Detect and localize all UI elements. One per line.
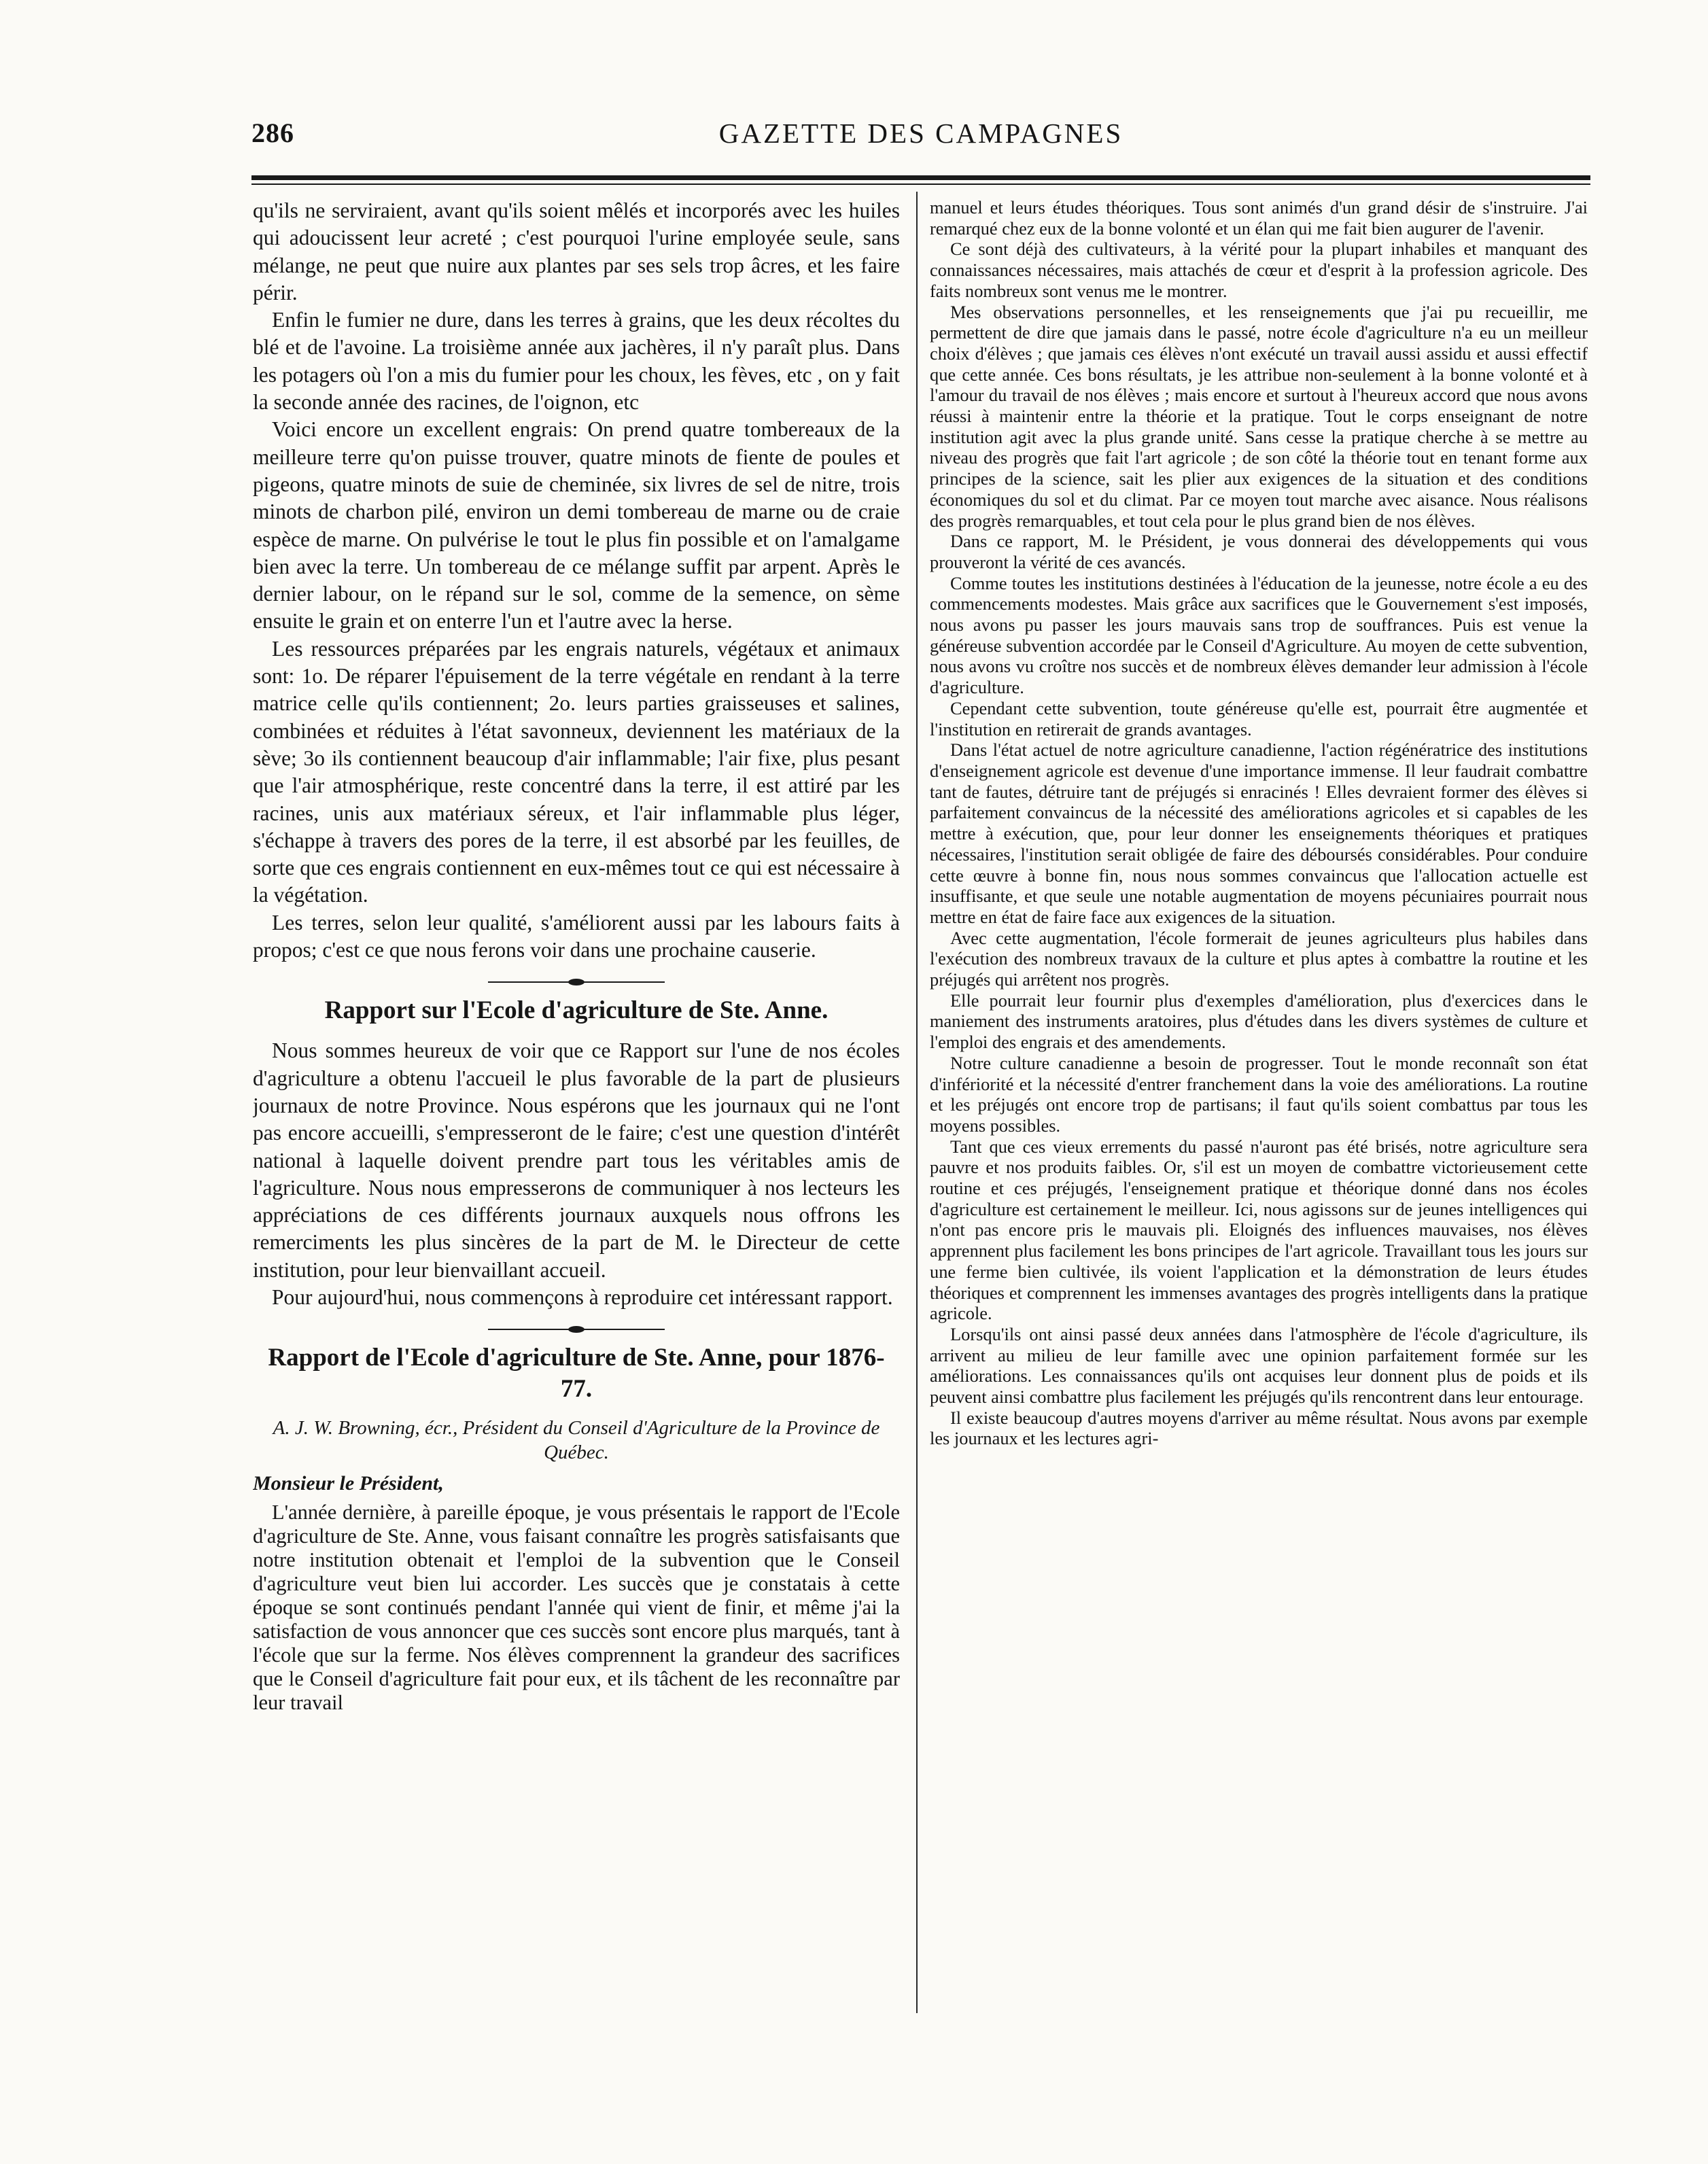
- report-body: [253, 1501, 900, 1715]
- paragraph: Voici encore un excellent engrais: On prend quatre tombereaux de la meilleure terre qu'on puisse trouver, quatre minots de fiente de poules et pigeons, quatre minots de suie de cheminée, six livres de sel de nitre, trois minots de charbon pilé, environ un demi tombereau de marne ou de craie espèce de marne. On pulvérise le tout le plus fin possible et on l'amalgame bien avec la terre. Un tombereau de ce mélange suffit par arpent. Après le dernier labour, on le répand sur le sol, comme de la semence, on sème ensuite le grain et on enterre l'un et l'autre avec la herse.: [253, 417, 900, 633]
- paragraph: manuel et leurs études théoriques. Tous sont animés d'un grand désir de s'instruire. J'ai remarqué chez eux de la bonne volonté et un élan qui me fait bien augurer de l'avenir.: [930, 197, 1588, 239]
- paragraph: Pour aujourd'hui, nous commençons à reproduire cet intéressant rapport.: [272, 1285, 893, 1309]
- header-rule-thin: [251, 184, 1590, 185]
- salutation: Monsieur le Président,: [253, 1472, 444, 1495]
- page-header: [251, 114, 1590, 155]
- paragraph: Dans ce rapport, M. le Président, je vous donnerai des développements qui vous prouveront la vérité de ces avancés.: [930, 531, 1588, 572]
- section-heading: Rapport de l'Ecole d'agriculture de Ste. Anne, pour 1876-77.: [268, 1344, 885, 1403]
- paragraph: Les terres, selon leur qualité, s'améliorent aussi par les labours faits à propos; c'est ce que nous ferons voir dans une prochaine causerie.: [253, 910, 900, 962]
- section-divider: [488, 981, 665, 983]
- paragraph: Lorsqu'ils ont ainsi passé deux années dans l'atmosphère de l'école d'agriculture, ils arrivent au milieu de leur famille avec une opinion parfaitement formée sur les améliorations. Les connaissances qu'ils ont acquises leur donnent plus de poids et ils peuvent ainsi combattre plus facilement les préjugés qu'ils rencontrent dans leur entourage.: [930, 1323, 1588, 1408]
- paragraph: Mes observations personnelles, et les renseignements que j'ai pu recueillir, me permettent de dire que jamais dans le passé, notre école d'agriculture n'a eu un meilleur choix d'élèves ; que jamais ces élèves n'ont exécuté un travail aussi assidu et aussi effectif que cette année. Ces bons résultats, je les attribue non-seulement à la bonne volonté et à l'amour du travail de nos élèves ; mais encore et surtout à l'heureux accord que nous avons réussi à maintenir entre la théorie et la pratique. Tout le corps enseignant de notre institution agit avec la plus grande unité. Sans cesse la pratique cherche à se mettre au niveau des progrès que fait l'art agricole ; de son côté la théorie tout en tenant forme aux principes de la science, sait les plier aux exigences de la situation et des conditions économiques du sol et du climat. Par ce moyen tout marche avec aisance. Nous réalisons des progrès remarquables, et tout cela pour le plus grand bien de nos élèves.: [930, 301, 1588, 531]
- paragraph: Elle pourrait leur fournir plus d'exemples d'amélioration, plus d'exercices dans le maniement des instruments aratoires, plus d'études dans les divers systèmes de culture et l'emploi des engrais et des amendements.: [930, 990, 1588, 1053]
- page-number: 286: [251, 118, 294, 148]
- paragraph: L'année dernière, à pareille époque, je vous présentais le rapport de l'Ecole d'agriculture de Ste. Anne, vous faisant connaître les progrès satisfaisants que notre institution obtenait et l'emploi de la subvention que le Conseil d'agriculture veut bien lui accorder. Les succès que je constatais à cette époque se sont continués pendant l'année qui vient de finir, et même j'ai la satisfaction de vous annoncer que ces succès sont encore plus marqués, tant à l'école que sur la ferme. Nos élèves comprennent la grandeur des sacrifices que le Conseil d'agriculture fait pour eux, et ils tâchent de les reconnaître par leur travail: [253, 1500, 900, 1714]
- paragraph: Avec cette augmentation, l'école formerait de jeunes agriculteurs plus habiles dans l'exécution des nombreux travaux de la culture et plus aptes à combattre la routine et les préjugés qui arrêtent nos progrès.: [930, 927, 1588, 990]
- paragraph: Tant que ces vieux errements du passé n'auront pas été brisés, notre agriculture sera pauvre et nos produits faibles. Or, s'il est un moyen de combattre victorieusement cette routine et ces préjugés, l'enseignement pratique et théorique donné dans nos écoles d'agriculture est certainement le meilleur. Ici, nous agissons sur de jeunes intelligences qui n'ont pas encore pris le mauvais pli. Eloignés des influences mauvaises, nos élèves apprennent plus facilement les bons principes de l'art agricole. Travaillant tous les jours sur une ferme bien cultivée, ils voient l'application et la démonstration de leurs études théoriques et comprennent les immenses avantages des progrès intelligents dans la pratique agricole.: [930, 1136, 1588, 1324]
- paragraph: Cependant cette subvention, toute généreuse qu'elle est, pourrait être augmentée et l'institution en retirerait de grands avantages.: [930, 697, 1588, 739]
- paragraph: Ce sont déjà des cultivateurs, à la vérité pour la plupart inhabiles et manquant des connaissances nécessaires, mais attachés de cœur et d'esprit à la profession agricole. Des faits nombreux sont venus me le montrer.: [930, 239, 1588, 301]
- paragraph: qu'ils ne serviraient, avant qu'ils soient mêlés et incorporés avec les huiles qui adoucissent leur acreté ; c'est pourquoi l'urine employée seule, sans mélange, ne peut que nuire aux plantes par ses sels trop âcres, et les faire périr.: [253, 198, 900, 304]
- paragraph: Nous sommes heureux de voir que ce Rapport sur l'une de nos écoles d'agriculture a obtenu l'accueil le plus favorable de la part de plusieurs journaux de notre Province. Nous espérons que les journaux qui ne l'ont pas encore accueilli, s'empresseront de le faire; c'est une question d'intérêt national à laquelle doivent prendre part tous les véritables amis de l'agriculture. Nous nous empresserons de communiquer à nos lecteurs les appréciations de ces différents journaux auxquels nous offrons les remerciments les plus sincères de la part de M. le Directeur de cette institution, pour leur bienvaillant accueil.: [253, 1039, 900, 1282]
- left-column: [253, 197, 900, 2019]
- paragraph: Il existe beaucoup d'autres moyens d'arriver au même résultat. Nous avons par exemple les journaux et les lectures agri-: [930, 1407, 1588, 1449]
- section-divider: [488, 1329, 665, 1330]
- paragraph: Notre culture canadienne a besoin de progresser. Tout le monde reconnaît son état d'infériorité et la nécessité d'entrer franchement dans la voie des améliorations. La routine et les préjugés ont encore trop de partisans; il faut qu'ils soient combattus par tous les moyens possibles.: [930, 1052, 1588, 1136]
- paragraph: Les ressources préparées par les engrais naturels, végétaux et animaux sont: 1o. De réparer l'épuisement de la terre végétale en rendant à la terre matrice celle qu'ils contiennent; 2o. leurs parties graisseuses et salines, combinées et réduites à l'état savonneux, deviennent les matériaux de la sève; 3o ils contiennent beaucoup d'air inflammable; l'air fixe, plus pesant que l'air atmosphérique, reste concentré dans la terre, il est attiré par les racines, unis aux matériaux séreux, et l'air inflammable plus léger, s'échappe à travers des pores de la terre, il est absorbé par les feuilles, de sorte que ces engrais contiennent en eux-mêmes tout ce qui est nécessaire à la végétation.: [253, 636, 900, 907]
- journal-title: GAZETTE DES CAMPAGNES: [718, 118, 1123, 149]
- section-heading: Rapport sur l'Ecole d'agriculture de Ste. Anne.: [324, 996, 829, 1025]
- paragraph: Dans l'état actuel de notre agriculture canadienne, l'action régénératrice des institutions d'enseignement agricole est devenue d'une importance immense. Il leur faudrait combattre tant de fautes, détruire tant de préjugés si enracinés ! Elles devraient former des élèves si parfaitement convaincus de la nécessité des améliorations agricoles et si capables de les mettre à exécution, que, pour leur donner les enseignements théoriques et pratiques nécessaires, l'institution serait obligée de faire des déboursés considérables. Pour conduire cette œuvre à bonne fin, nous nous sommes convaincus que l'allocation actuelle est insuffisante, et que seule une notable augmentation de moyens pécuniaires pourrait nous mettre en état de faire face aux exigences de la situation.: [930, 739, 1588, 927]
- right-column: [930, 197, 1588, 2019]
- header-rule-thick: [251, 175, 1590, 180]
- column-divider: [916, 192, 918, 2013]
- paragraph: Comme toutes les institutions destinées à l'éducation de la jeunesse, notre école a eu des commencements modestes. Mais grâce aux sacrifices que le Gouvernement s'est imposés, nous avons pu passer les jours mauvais sans trop de souffrances. Puis est venue la généreuse subvention accordée par le Conseil d'Agriculture. Au moyen de cette subvention, nous avons vu croître nos succès et de nombreux élèves demander leur admission à l'école d'agriculture.: [930, 572, 1588, 698]
- paragraph: Enfin le fumier ne dure, dans les terres à grains, que les deux récoltes du blé et de l'avoine. La troisième année aux jachères, il n'y paraît plus. Dans les potagers où l'on a mis du fumier pour les choux, les fèves, etc , on y fait la seconde année des racines, de l'oignon, etc: [253, 308, 900, 415]
- byline: A. J. W. Browning, écr., Président du Conseil d'Agriculture de la Province de Québec.: [273, 1417, 880, 1464]
